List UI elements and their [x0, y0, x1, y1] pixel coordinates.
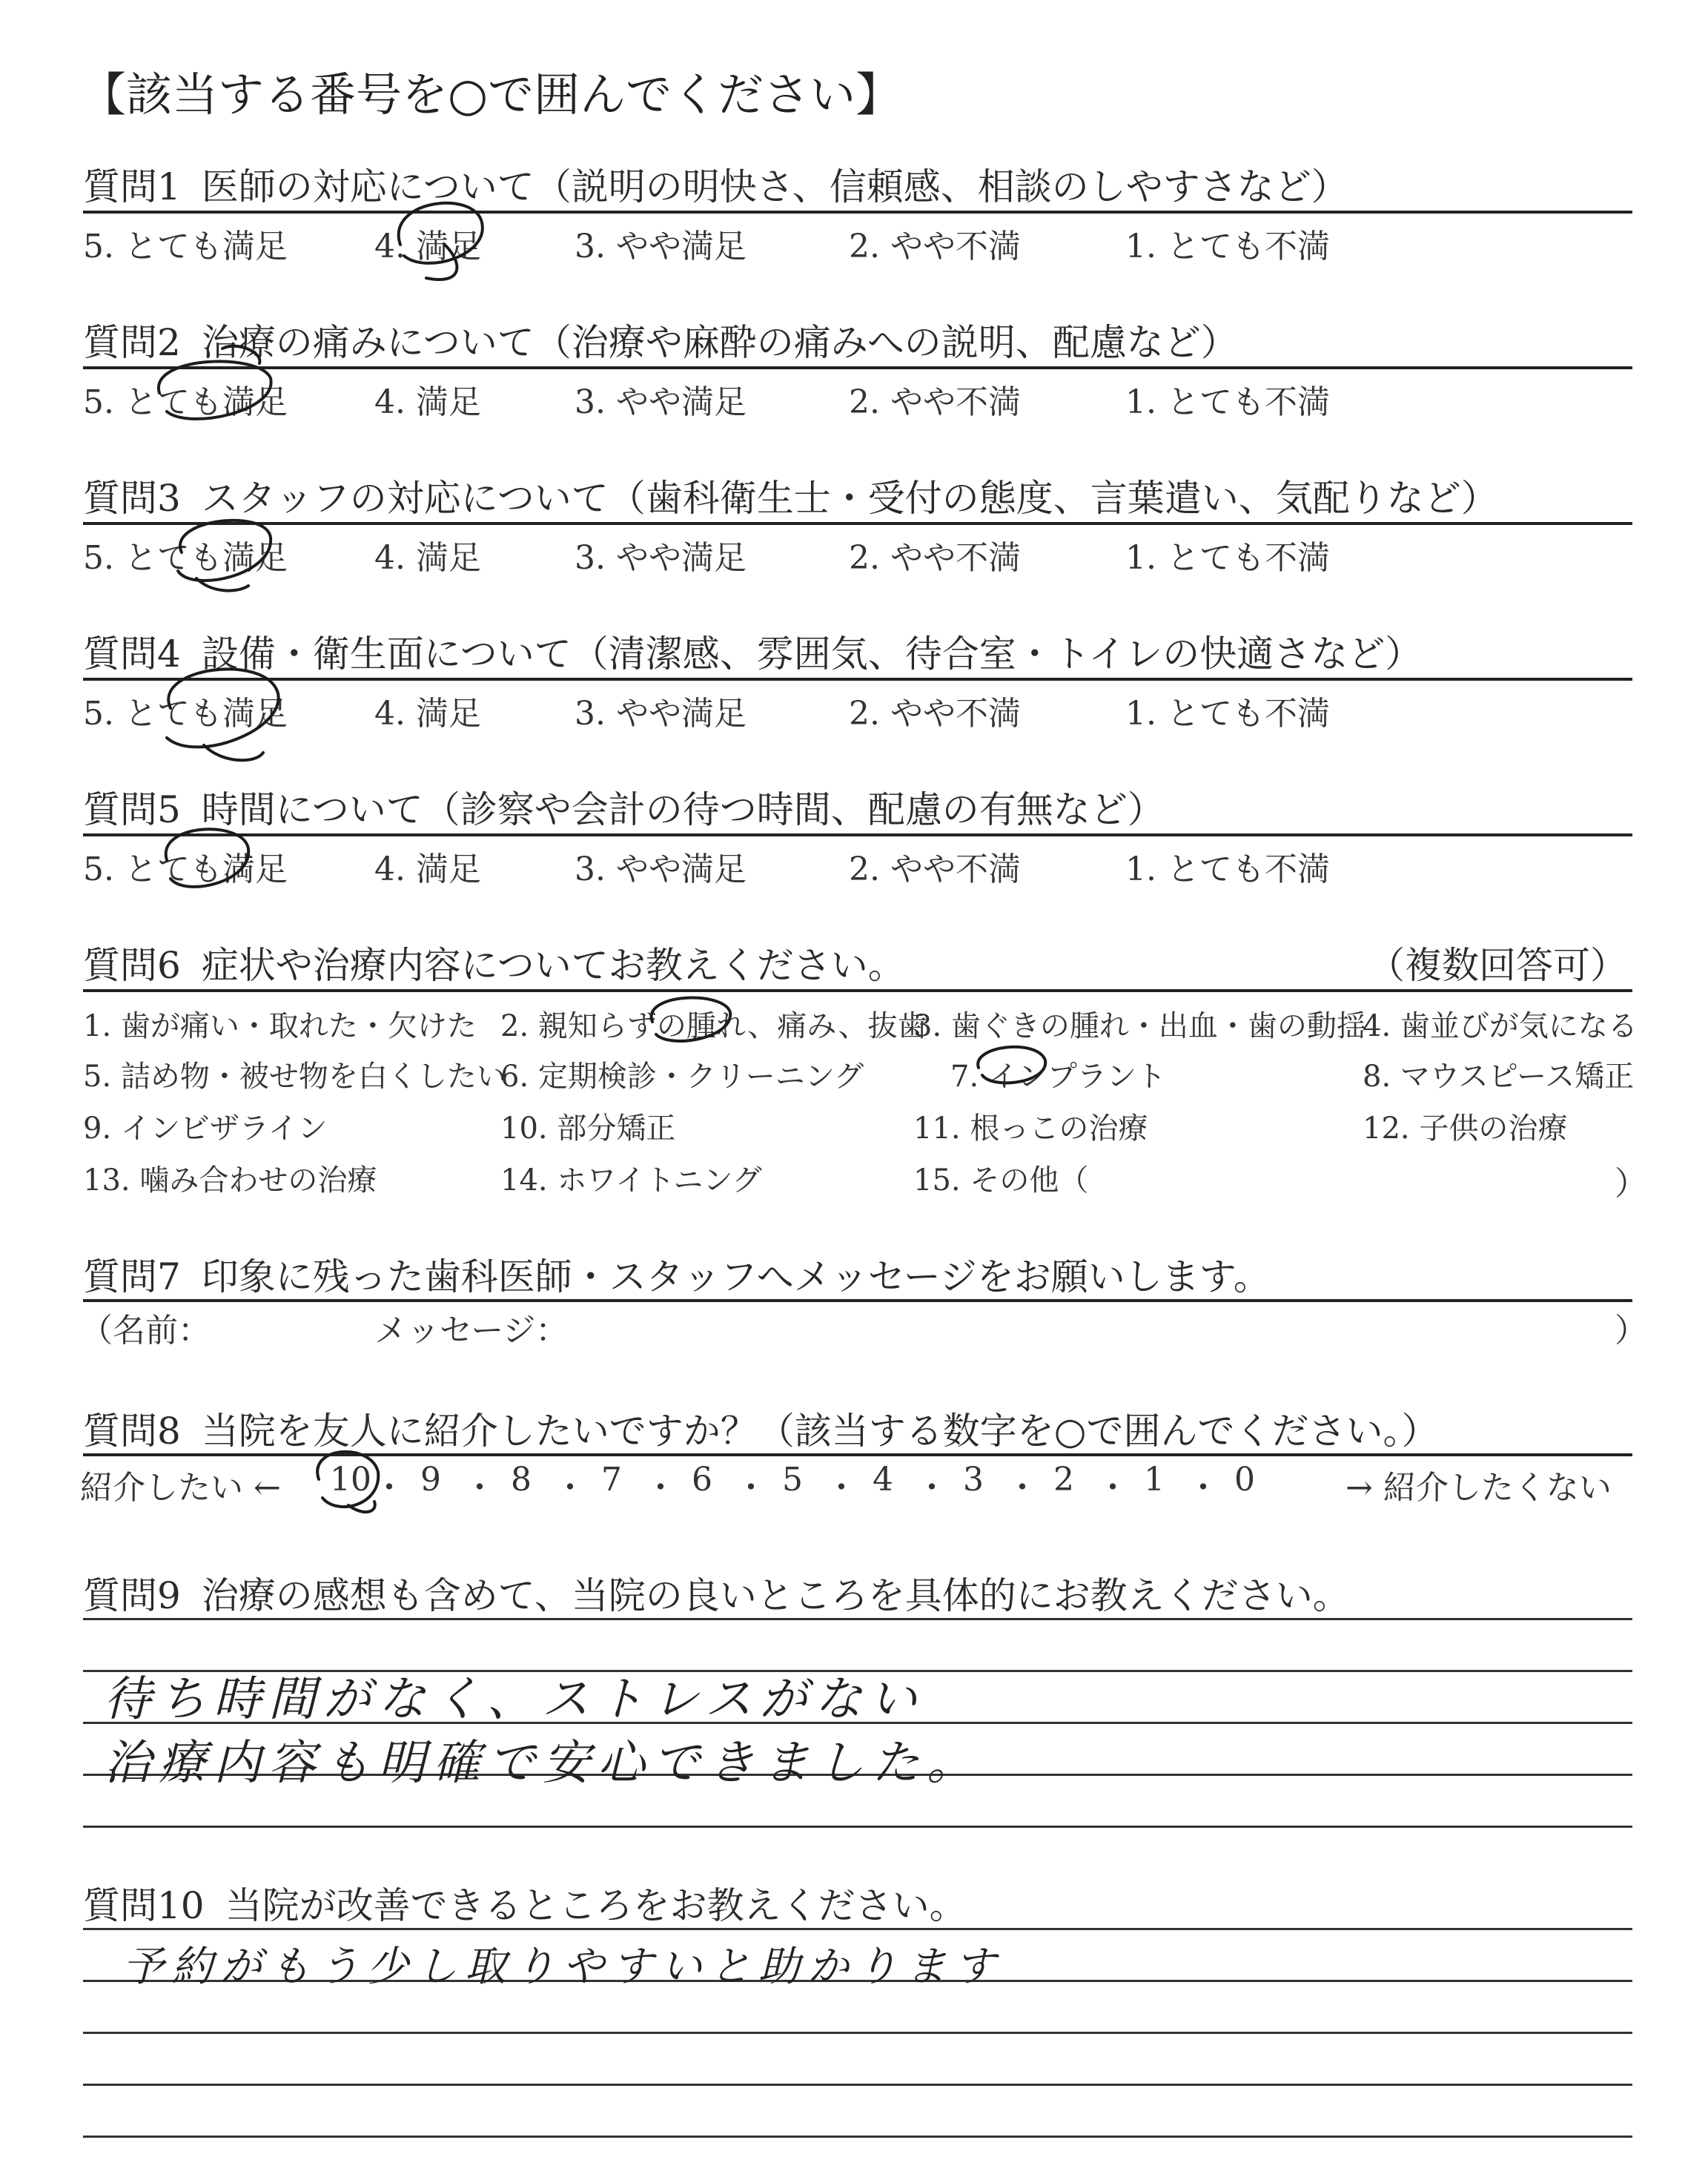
question-text: スタッフの対応について（歯科衛生士・受付の態度、言葉遣い、気配りなど）: [201, 477, 1498, 520]
q6-option-14[interactable]: 14. ホワイトニング: [500, 1163, 762, 1198]
question-4: [83, 624, 1422, 678]
answer-line: [83, 1928, 1632, 1930]
divider: [83, 1453, 1632, 1456]
q1-option-1[interactable]: 1. とても不満: [1125, 228, 1330, 265]
name-label: （名前：: [80, 1312, 211, 1350]
answer-line: [83, 2136, 1632, 2138]
q2-option-2[interactable]: 2. やや不満: [849, 383, 1021, 421]
q2-option-5[interactable]: 5. とても満足: [83, 383, 288, 421]
divider: [83, 678, 1632, 681]
question-10: [83, 1876, 967, 1929]
q2-option-1[interactable]: 1. とても不満: [1125, 383, 1330, 421]
scale-value-3[interactable]: 3: [963, 1461, 984, 1499]
q1-option-2[interactable]: 2. やや不満: [849, 228, 1021, 265]
q6-option-1[interactable]: 1. 歯が痛い・取れた・欠けた: [83, 1009, 477, 1043]
question-text: 印象に残った歯科医師・スタッフへメッセージをお願いします。: [201, 1255, 1271, 1298]
scale-value-9[interactable]: 9: [420, 1461, 441, 1499]
scale-value-10[interactable]: 10: [330, 1461, 371, 1499]
question-text: 医師の対応について（説明の明快さ、信頼感、相談のしやすさなど）: [201, 165, 1348, 208]
scale-value-1[interactable]: 1: [1144, 1461, 1165, 1499]
question-text: 治療の痛みについて（治療や麻酔の痛みへの説明、配慮など）: [201, 321, 1238, 364]
recommend-left-label: 紹介したい ←: [80, 1469, 281, 1507]
divider: [83, 833, 1632, 836]
q4-option-2[interactable]: 2. やや不満: [849, 695, 1021, 733]
divider: [83, 366, 1632, 369]
answer-line: [83, 2084, 1632, 2086]
close-paren: ）: [1615, 1312, 1647, 1350]
q9-answer-line-1[interactable]: 待ち時間がなく、ストレスがない: [104, 1672, 924, 1727]
q2-option-3[interactable]: 3. やや満足: [575, 383, 747, 421]
q4-option-4[interactable]: 4. 満足: [374, 695, 481, 733]
question-label: 質問1: [83, 165, 181, 208]
q6-option-5[interactable]: 5. 詰め物・被せ物を白くしたい: [83, 1060, 506, 1094]
question-text: 症状や治療内容についてお教えください。: [201, 944, 905, 987]
q6-option-3[interactable]: 3. 歯ぐきの腫れ・出血・歯の動揺: [913, 1009, 1366, 1043]
close-paren: ）: [1615, 1165, 1647, 1203]
question-label: 質問4: [83, 633, 181, 676]
q3-option-3[interactable]: 3. やや満足: [575, 539, 747, 577]
divider: [83, 989, 1632, 992]
q6-option-12[interactable]: 12. 子供の治療: [1363, 1112, 1568, 1146]
question-label: 質問3: [83, 477, 181, 520]
scale-value-0[interactable]: 0: [1234, 1461, 1255, 1499]
q1-option-5[interactable]: 5. とても満足: [83, 228, 288, 265]
q5-option-2[interactable]: 2. やや不満: [849, 851, 1021, 888]
recommend-right-label: → 紹介したくない: [1345, 1469, 1612, 1507]
question-2: [83, 313, 1238, 366]
q3-option-1[interactable]: 1. とても不満: [1125, 539, 1330, 577]
divider: [83, 1299, 1632, 1302]
scale-value-6[interactable]: 6: [692, 1461, 712, 1499]
question-label: 質問6: [83, 944, 181, 987]
question-6: [83, 936, 905, 989]
scale-value-2[interactable]: 2: [1053, 1461, 1074, 1499]
q1-option-4[interactable]: 4. 満足: [374, 228, 481, 265]
question-text: 時間について（診察や会計の待つ時間、配慮の有無など）: [201, 788, 1165, 831]
q6-option-2[interactable]: 2. 親知らずの腫れ、痛み、抜歯: [500, 1009, 927, 1043]
page-title: 【該当する番号を○で囲んでください】: [80, 67, 902, 122]
question-label: 質問2: [83, 321, 181, 364]
scale-value-5[interactable]: 5: [782, 1461, 803, 1499]
q3-option-2[interactable]: 2. やや不満: [849, 539, 1021, 577]
q6-option-9[interactable]: 9. インビザライン: [83, 1112, 328, 1146]
q4-option-3[interactable]: 3. やや満足: [575, 695, 747, 733]
scale-separator: ・: [554, 1469, 586, 1507]
question-9: [83, 1566, 1350, 1619]
question-label: 質問5: [83, 788, 181, 831]
q1-option-3[interactable]: 3. やや満足: [575, 228, 747, 265]
q5-option-1[interactable]: 1. とても不満: [1125, 851, 1330, 888]
question-text: 治療の感想も含めて、当院の良いところを具体的にお教えください。: [201, 1574, 1350, 1617]
scale-value-8[interactable]: 8: [511, 1461, 532, 1499]
q6-option-6[interactable]: 6. 定期検診・クリーニング: [500, 1060, 864, 1094]
q4-option-5[interactable]: 5. とても満足: [83, 695, 288, 733]
multi-answer-note: （複数回答可）: [1368, 944, 1627, 987]
scale-separator: ・: [1006, 1469, 1039, 1507]
q6-option-7[interactable]: 7. インプラント: [950, 1060, 1166, 1094]
q6-option-10[interactable]: 10. 部分矯正: [500, 1112, 676, 1146]
question-label: 質問9: [83, 1574, 181, 1617]
scale-value-7[interactable]: 7: [601, 1461, 622, 1499]
q6-option-4[interactable]: 4. 歯並びが気になる: [1363, 1009, 1638, 1043]
question-5: [83, 780, 1165, 833]
scale-separator: ・: [825, 1469, 858, 1507]
q6-option-8[interactable]: 8. マウスピース矯正: [1363, 1060, 1635, 1094]
q6-option-13[interactable]: 13. 噛み合わせの治療: [83, 1163, 377, 1198]
q5-option-3[interactable]: 3. やや満足: [575, 851, 747, 888]
scale-separator: ・: [463, 1469, 496, 1507]
question-7: [83, 1247, 1271, 1301]
q4-option-1[interactable]: 1. とても不満: [1125, 695, 1330, 733]
question-8: [83, 1401, 1438, 1455]
answer-line: [83, 1618, 1632, 1620]
q10-answer-line-1[interactable]: 予約がもう少し取りやすいと助かります: [122, 1943, 1003, 1991]
scale-value-4[interactable]: 4: [873, 1461, 893, 1499]
scale-separator: ・: [1096, 1469, 1129, 1507]
divider: [83, 211, 1632, 214]
scale-separator: ・: [916, 1469, 948, 1507]
q5-option-5[interactable]: 5. とても満足: [83, 851, 288, 888]
q3-option-4[interactable]: 4. 満足: [374, 539, 481, 577]
q6-option-15[interactable]: 15. その他（: [913, 1163, 1089, 1198]
scale-separator: ・: [373, 1469, 406, 1507]
q5-option-4[interactable]: 4. 満足: [374, 851, 481, 888]
scale-separator: ・: [735, 1469, 767, 1507]
message-label: メッセージ：: [374, 1312, 569, 1350]
scale-separator: ・: [644, 1469, 677, 1507]
question-1: [83, 157, 1348, 211]
answer-line: [83, 2032, 1632, 2034]
q9-answer-line-2[interactable]: 治療内容も明確で安心できました。: [104, 1736, 982, 1791]
question-label: 質問8: [83, 1410, 181, 1453]
q3-option-5[interactable]: 5. とても満足: [83, 539, 288, 577]
question-text: 当院を友人に紹介したいですか？（該当する数字を○で囲んでください。）: [201, 1410, 1439, 1453]
question-label: 質問7: [83, 1255, 181, 1298]
q6-option-11[interactable]: 11. 根っこの治療: [913, 1112, 1148, 1146]
divider: [83, 522, 1632, 525]
question-label: 質問10: [83, 1884, 205, 1927]
question-text: 設備・衛生面について（清潔感、雰囲気、待合室・トイレの快適さなど）: [201, 633, 1423, 676]
question-3: [83, 469, 1498, 522]
q2-option-4[interactable]: 4. 満足: [374, 383, 481, 421]
scale-separator: ・: [1187, 1469, 1219, 1507]
answer-line: [83, 1826, 1632, 1828]
question-text: 当院が改善できるところをお教えください。: [225, 1884, 967, 1927]
